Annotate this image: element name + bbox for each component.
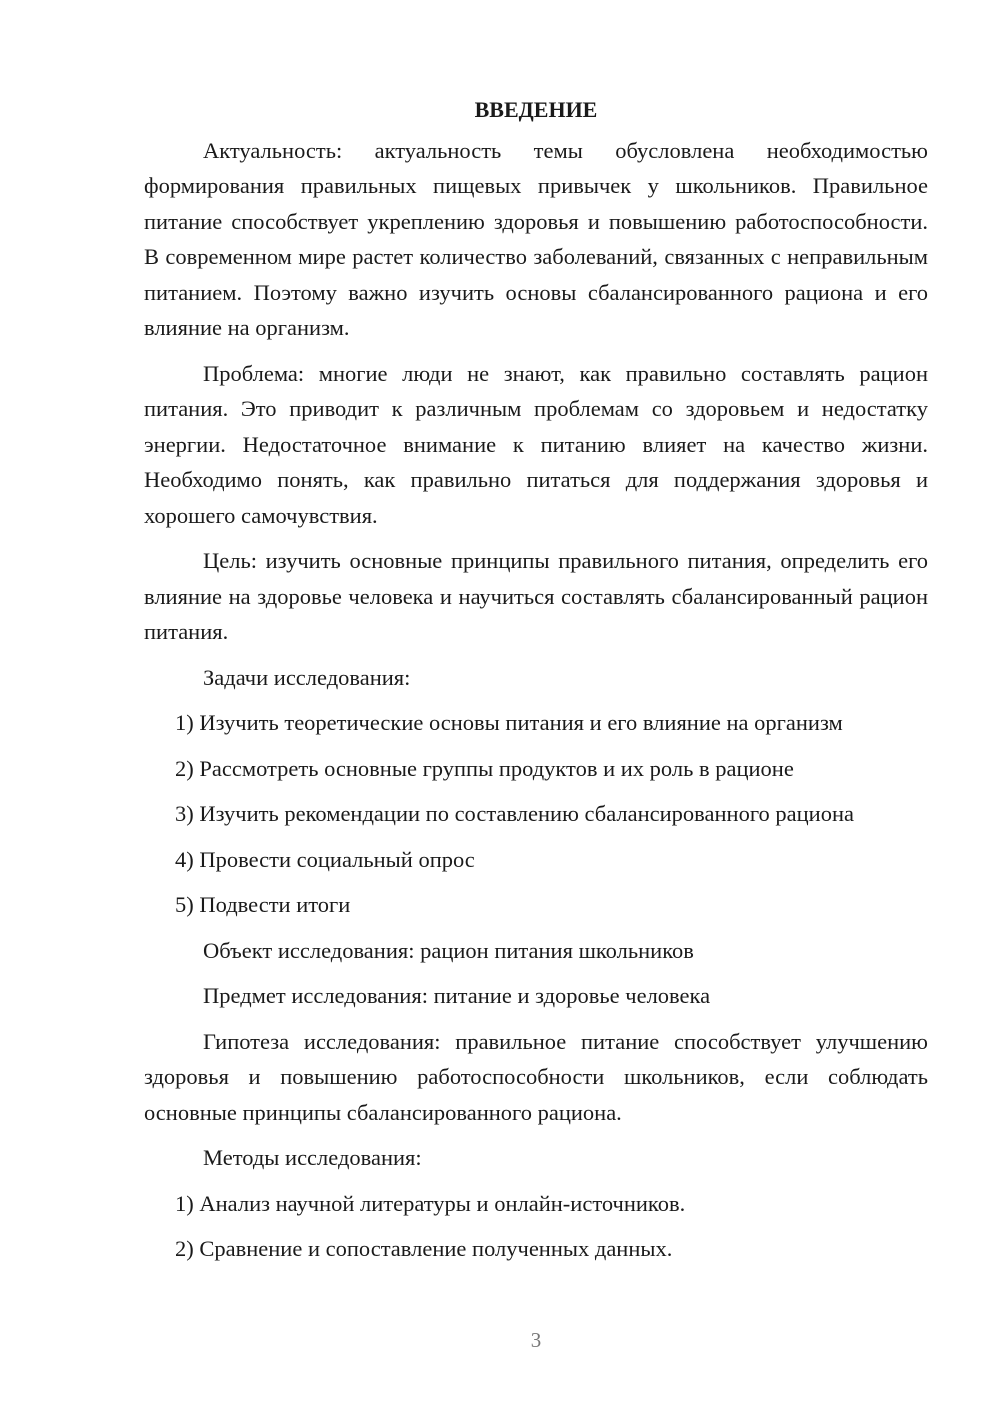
methods-heading: Методы исследования:: [203, 1145, 422, 1170]
task-item-5: 5) Подвести итоги: [175, 892, 351, 917]
method-item-2: 2) Сравнение и сопоставление полученных данных.: [175, 1236, 673, 1261]
goal-paragraph: Цель: изучить основные принципы правильного питания, определить его влияние на здоровье человека и научиться составлять сбалансированный рацион питания.: [144, 548, 928, 644]
task-item-2: 2) Рассмотреть основные группы продуктов и их роль в рационе: [175, 755, 794, 781]
page-number: 3: [530, 1328, 542, 1352]
tasks-heading: Задачи исследования:: [203, 664, 411, 690]
relevance-paragraph: Актуальность: актуальность темы обусловлена необходимостью формирования правильных пищевых привычек у школьников. Правильное питание способствует укреплению здоровья и повышению работоспособности. В современном мире растет количество заболеваний, связанных с неправильным питанием. Поэтому важно изучить основы сбалансированного рациона и его влияние на организм.: [144, 137, 928, 340]
problem-paragraph: Проблема: многие люди не знают, как правильно составлять рацион питания. Это приводит к различным проблемам со здоровьем и недостатку энергии. Недостаточное внимание к питанию влияет на качество жизни. Необходимо понять, как правильно питаться для поддержания здоровья и хорошего самочувствия.: [144, 360, 928, 528]
page-title: ВВЕДЕНИЕ: [474, 97, 598, 122]
task-item-4: 4) Провести социальный опрос: [175, 846, 475, 872]
object-line: Объект исследования: рацион питания школьников: [203, 937, 694, 963]
hypothesis-paragraph: Гипотеза исследования: правильное питание способствует улучшению здоровья и повышению работоспособности школьников, если соблюдать основные принципы сбалансированного рациона.: [144, 1028, 928, 1125]
method-item-1: 1) Анализ научной литературы и онлайн-источников.: [175, 1190, 686, 1216]
subject-line: Предмет исследования: питание и здоровье человека: [203, 983, 711, 1008]
task-item-3: 3) Изучить рекомендации по составлению сбалансированного рациона: [175, 801, 854, 826]
task-item-1: 1) Изучить теоретические основы питания и его влияние на организм: [175, 710, 843, 735]
page-content: [144, 92, 928, 1277]
